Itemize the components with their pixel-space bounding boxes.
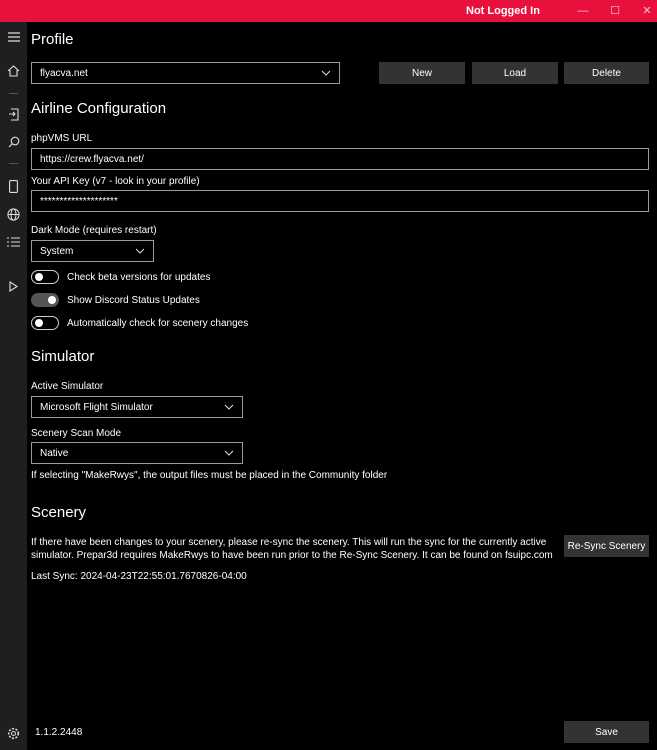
phpvms-url-label: phpVMS URL	[31, 133, 93, 144]
dark-mode-select[interactable]	[31, 240, 154, 262]
active-simulator-value: Microsoft Flight Simulator	[40, 401, 153, 413]
simulator-heading: Simulator	[31, 348, 95, 365]
api-key-label: Your API Key (v7 - look in your profile)	[31, 176, 200, 187]
nav-separator	[9, 163, 18, 164]
login-status: Not Logged In	[466, 5, 540, 17]
save-button[interactable]: Save	[564, 721, 649, 743]
last-sync-text: Last Sync: 2024-04-23T22:55:01.7670826-04:00	[31, 571, 247, 582]
minimize-button[interactable]: —	[577, 5, 589, 17]
title-bar	[0, 0, 657, 22]
phpvms-url-input[interactable]	[31, 148, 649, 170]
flight-icon[interactable]	[0, 103, 27, 125]
scan-mode-label: Scenery Scan Mode	[31, 428, 122, 439]
discord-status-toggle[interactable]	[31, 293, 59, 307]
toggle-knob	[35, 319, 43, 327]
chevron-down-icon	[224, 448, 234, 458]
phone-icon[interactable]	[0, 175, 27, 197]
api-key-input[interactable]	[31, 190, 649, 212]
load-profile-button[interactable]: Load	[472, 62, 558, 84]
discord-status-label: Show Discord Status Updates	[67, 295, 200, 306]
gear-icon[interactable]	[0, 722, 27, 744]
active-simulator-select[interactable]	[31, 396, 243, 418]
dark-mode-label: Dark Mode (requires restart)	[31, 225, 157, 236]
chevron-down-icon	[135, 246, 145, 256]
chevron-down-icon	[224, 402, 234, 412]
scenery-check-label: Automatically check for scenery changes	[67, 318, 249, 329]
scan-mode-value: Native	[40, 447, 69, 459]
delete-profile-button[interactable]: Delete	[564, 62, 649, 84]
beta-updates-label: Check beta versions for updates	[67, 272, 211, 283]
scenery-description-line2: simulator. Prepar3d requires MakeRwys to have been run prior to the Re-Sync Scenery. It can be found on fsuipc.com	[31, 550, 553, 561]
nav-separator	[9, 93, 18, 94]
scenery-heading: Scenery	[31, 504, 87, 521]
home-icon[interactable]	[0, 60, 27, 82]
settings-page	[27, 22, 657, 750]
version-label: 1.1.2.2448	[35, 727, 83, 738]
globe-icon[interactable]	[0, 203, 27, 225]
makerwys-note: If selecting "MakeRwys", the output files must be placed in the Community folder	[31, 470, 388, 481]
maximize-button[interactable]: ☐	[610, 5, 620, 17]
sidebar	[0, 22, 27, 750]
profile-select[interactable]	[31, 62, 340, 84]
new-profile-button[interactable]: New	[379, 62, 465, 84]
scenery-description-line1: If there have been changes to your scenery, please re-sync the scenery. This will run the sync for the currently active	[31, 537, 547, 548]
toggle-knob	[48, 296, 56, 304]
profile-heading: Profile	[31, 31, 74, 48]
chevron-down-icon	[321, 68, 331, 78]
toggle-knob	[35, 273, 43, 281]
beta-updates-toggle[interactable]	[31, 270, 59, 284]
menu-icon[interactable]	[0, 26, 27, 48]
search-icon[interactable]	[0, 131, 27, 153]
scan-mode-select[interactable]	[31, 442, 243, 464]
profile-select-value: flyacva.net	[40, 67, 88, 79]
close-button[interactable]: ✕	[642, 5, 652, 17]
resync-scenery-button[interactable]: Re-Sync Scenery	[564, 535, 649, 557]
active-simulator-label: Active Simulator	[31, 381, 104, 392]
dark-mode-value: System	[40, 245, 74, 257]
list-icon[interactable]	[0, 231, 27, 253]
airline-config-heading: Airline Configuration	[31, 100, 167, 117]
play-icon[interactable]	[0, 275, 27, 297]
scenery-check-toggle[interactable]	[31, 316, 59, 330]
